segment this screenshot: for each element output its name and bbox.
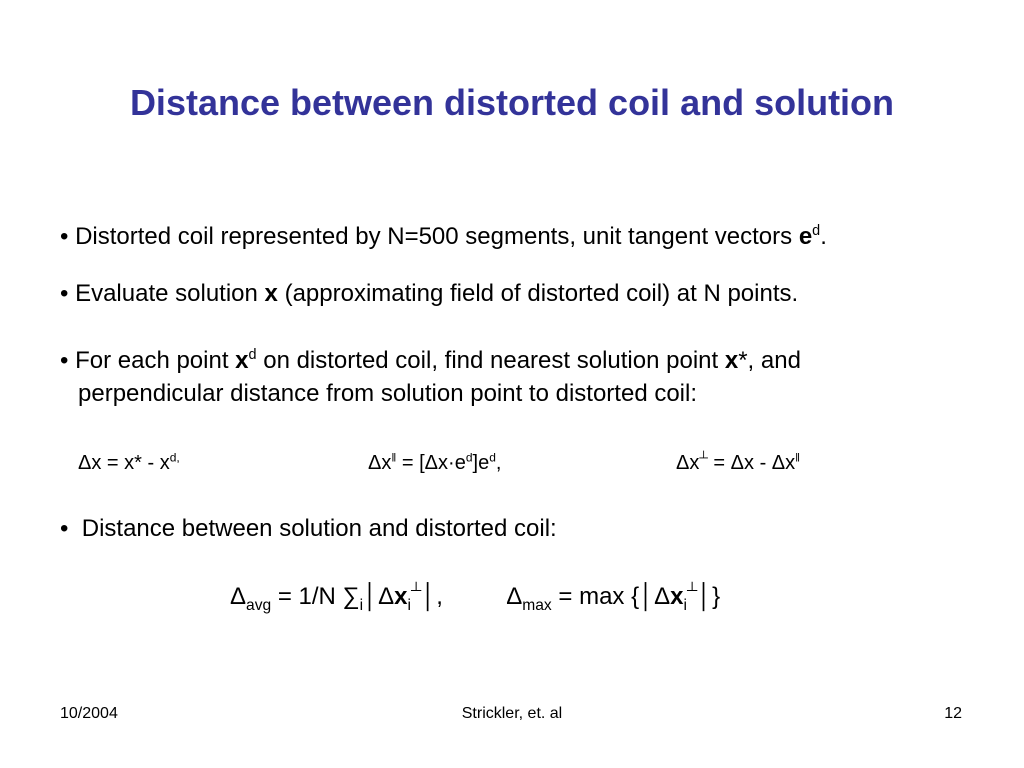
formula-avg-max: $\Delta_{avg} = 1/N$ $\sum_i│\Delta x_i^┴│$, $\Delta_{max} = \max$ $\{│\Delta x_i^┴│\}$ — [230, 583, 721, 614]
bullet-text-post: (approximating field of distorted coil) at N points. — [284, 280, 799, 307]
footer-author: Strickler, et. al — [461, 705, 563, 722]
bullet-nearest-point-line2: perpendicular distance from solution point to distorted coil: — [78, 380, 698, 407]
footer-page-number: 12 — [944, 705, 962, 722]
equation-delta-x-perpendicular: Δx┴ = Δx - Δx‖ — [676, 450, 801, 474]
bullet-text-post: *, and — [738, 347, 801, 374]
bullet-marker: • — [60, 347, 69, 374]
vector-x: x — [264, 280, 278, 307]
vector-e: e — [798, 223, 813, 250]
bullet-text-mid: on distorted coil, find nearest solution point — [263, 347, 719, 374]
bullet-text-pre: Evaluate solution — [75, 280, 258, 307]
max-delta: Δ — [506, 583, 523, 610]
footer-date: 10/2004 — [60, 705, 118, 722]
slide-title: Distance between distorted coil and solution — [129, 82, 895, 123]
avg-delta: Δ — [230, 583, 247, 610]
bullet-marker: • — [60, 515, 69, 542]
bullet-distance-between — [60, 515, 557, 543]
bullet-text: Distorted coil represented by N=500 segments, unit tangent vectors — [75, 223, 793, 250]
bullet-marker: • — [60, 223, 69, 250]
sup-d: d — [248, 347, 257, 363]
vector-x-d: x — [235, 347, 249, 374]
bullet-marker: • — [60, 280, 69, 307]
vector-x-star: x — [724, 347, 739, 374]
period: . — [820, 223, 827, 250]
equation-delta-x: $\Delta x = x* - x^{d,}$ — [78, 450, 180, 474]
bullet-distorted-coil — [60, 223, 827, 251]
bullet-nearest-point — [60, 347, 801, 375]
sup-d: d — [812, 223, 821, 239]
equation-delta-x-parallel: $\Delta x^‖ = [\Delta x\cdot e^d]e^d$, — [368, 450, 502, 474]
bullet-text: Distance between solution and distorted coil: — [81, 515, 557, 542]
bullet-text-pre: For each point — [75, 347, 229, 374]
bullet-evaluate-solution — [60, 280, 798, 308]
